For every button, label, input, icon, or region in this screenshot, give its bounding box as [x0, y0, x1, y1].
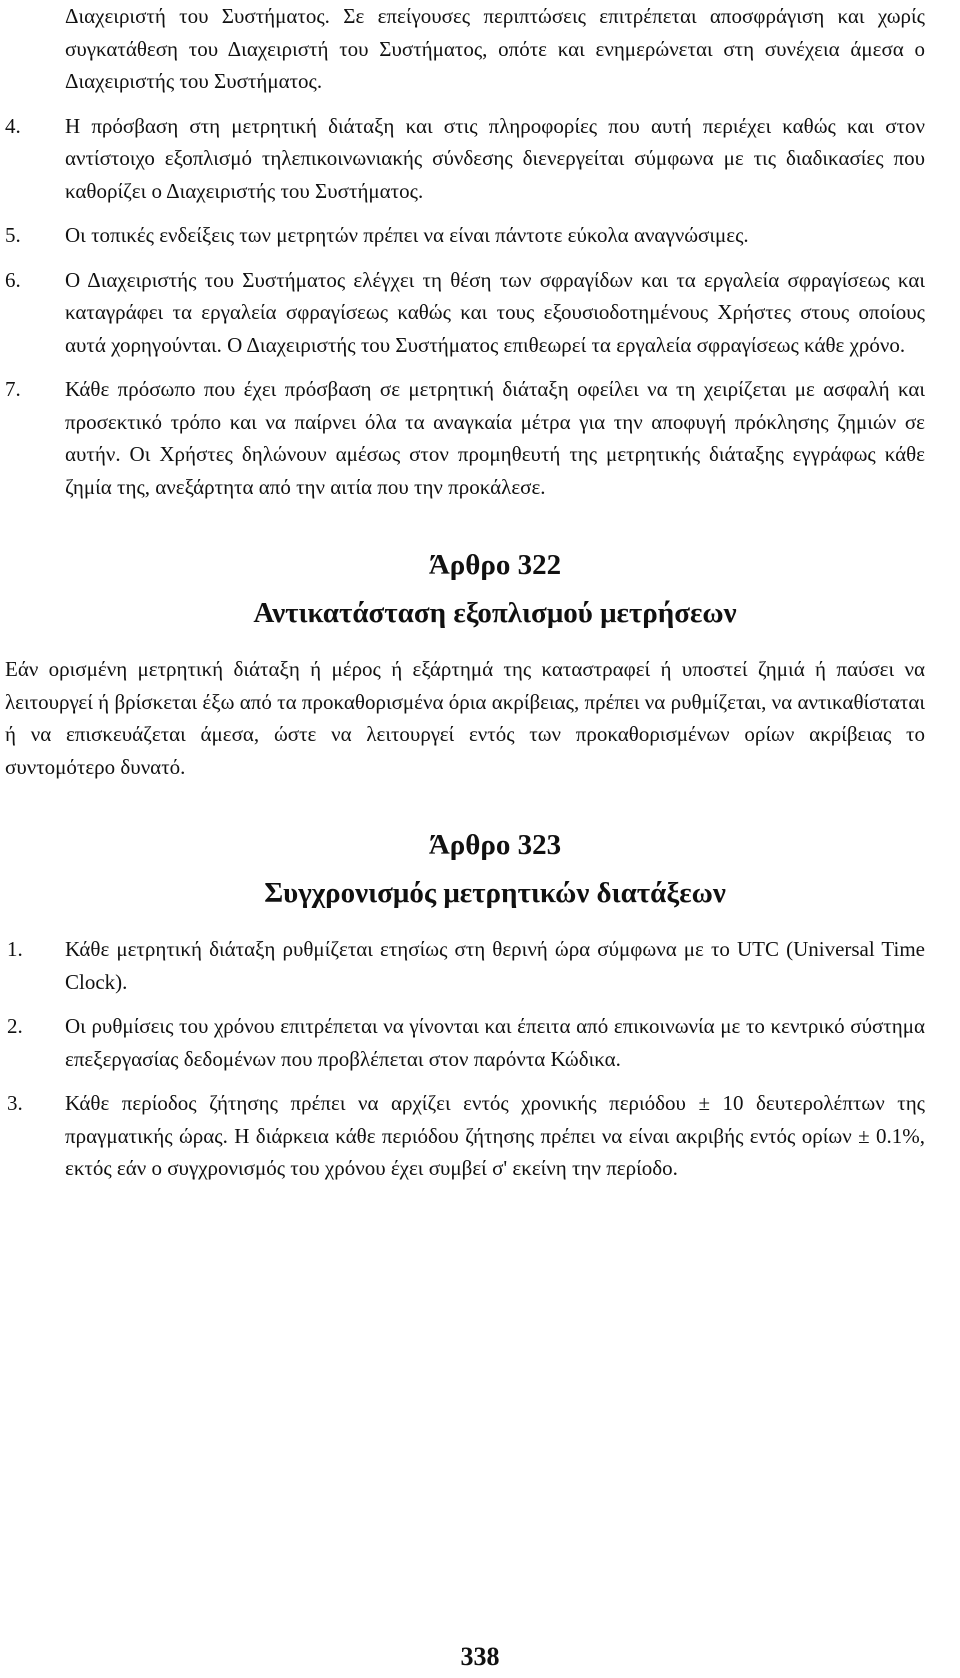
item-text: Ο Διαχειριστής του Συστήματος ελέγχει τη θέση των σφραγίδων και τα εργαλεία σφραγίσεως και καταγράφει τα εργαλεία σφραγίσεως καθώς και τους εξουσιοδοτημένους Χρήστες στους οποίους αυτά χορηγούνται. Ο Διαχειριστής του Συστήματος επιθεωρεί τα εργαλεία σφραγίσεως κάθε χρόνο. [65, 267, 925, 357]
list-item: 2. Οι ρυθμίσεις του χρόνου επιτρέπεται να γίνονται και έπειτα από επικοινωνία με το κεντρικό σύστημα επεξεργασίας δεδομένων που προβλέπεται στον παρόντα Κώδικα. [7, 1014, 925, 1071]
spacer [65, 1075, 925, 1087]
spacer [65, 585, 925, 593]
item-text: Οι τοπικές ενδείξεις των μετρητών πρέπει να είναι πάντοτε εύκολα αναγνώσιμες. [65, 223, 749, 247]
article-322-title: Αντικατάσταση εξοπλισμού μετρήσεων [253, 597, 737, 629]
list-item: 5. Οι τοπικές ενδείξεις των μετρητών πρέπει να είναι πάντοτε εύκολα αναγνώσιμες. [5, 223, 749, 247]
document-page [5, 0, 925, 1185]
item-text: Οι ρυθμίσεις του χρόνου επιτρέπεται να γίνονται και έπειτα από επικοινωνία με το κεντρικό σύστημα επεξεργασίας δεδομένων που προβλέπεται στον παρόντα Κώδικα. [65, 1014, 925, 1071]
spacer [65, 913, 925, 933]
page-number: 338 [460, 1642, 500, 1671]
spacer [65, 252, 925, 264]
spacer [65, 98, 925, 110]
spacer [65, 865, 925, 873]
spacer [65, 998, 925, 1010]
list-item: 7. Κάθε πρόσωπο που έχει πρόσβαση σε μετρητική διάταξη οφείλει να τη χειρίζεται με ασφαλή και προσεκτικό τρόπο και να παίρνει όλα τα αναγκαία μέτρα για την αποφυγή πρόκλησης ζημιών σε αυτήν. Οι Χρήστες δηλώνουν αμέσως στον προμηθευτή της μετρητικής διάταξης εγγράφως κάθε ζημία της, ανεξάρτητα από την αιτία που την προκάλεσε. [5, 377, 925, 499]
article-322-number: Άρθρο 322 [428, 549, 562, 581]
numbered-list-top [5, 110, 925, 504]
list-item: 6. Ο Διαχειριστής του Συστήματος ελέγχει τη θέση των σφραγίδων και τα εργαλεία σφραγίσεως και καταγράφει τα εργαλεία σφραγίσεως καθώς και τους εξουσιοδοτημένους Χρήστες στους οποίους αυτά χορηγούνται. Ο Διαχειριστής του Συστήματος επιθεωρεί τα εργαλεία σφραγίσεως κάθε χρόνο. [5, 267, 925, 357]
item-text: Κάθε μετρητική διάταξη ρυθμίζεται ετησίως στη θερινή ώρα σύμφωνα με το UTC (Universal Time Clock). [65, 937, 925, 994]
item-text: Κάθε πρόσωπο που έχει πρόσβαση σε μετρητική διάταξη οφείλει να τη χειρίζεται με ασφαλή και προσεκτικό τρόπο και να παίρνει όλα τα αναγκαία μέτρα για την αποφυγή πρόκλησης ζημιών σε αυτήν. Οι Χρήστες δηλώνουν αμέσως στον προμηθευτή της μετρητικής διάταξης εγγράφως κάθε ζημία της, ανεξάρτητα από την αιτία που την προκάλεσε. [65, 377, 925, 499]
spacer [65, 633, 925, 653]
spacer [65, 361, 925, 373]
intro-paragraph: Διαχειριστή του Συστήματος. Σε επείγουσες περιπτώσεις επιτρέπεται αποσφράγιση και χωρίς συγκατάθεση του Διαχειριστή του Συστήματος, οπότε και ενημερώνεται στη συνέχεια άμεσα ο Διαχειριστής του Συστήματος. [65, 4, 925, 93]
list-item: 4. Η πρόσβαση στη μετρητική διάταξη και στις πληροφορίες που αυτή περιέχει καθώς και στον αντίστοιχο εξοπλισμό τηλεπικοινωνιακής σύνδεσης διενεργείται σύμφωνα με τις διαδικασίες που καθορίζει ο Διαχειριστής του Συστήματος. [5, 113, 925, 203]
item-text: Η πρόσβαση στη μετρητική διάταξη και στις πληροφορίες που αυτή περιέχει καθώς και στον αντίστοιχο εξοπλισμό τηλεπικοινωνιακής σύνδεσης διενεργείται σύμφωνα με τις διαδικασίες που καθορίζει ο Διαχειριστής του Συστήματος. [65, 113, 925, 203]
list-item: 1. Κάθε μετρητική διάταξη ρυθμίζεται ετησίως στη θερινή ώρα σύμφωνα με το UTC (Universal Time Clock). [7, 937, 925, 994]
list-item: 3. Κάθε περίοδος ζήτησης πρέπει να αρχίζει εντός χρονικής περιόδου ± 10 δευτερολέπτων της πραγματικής ώρας. Η διάρκεια κάθε περιόδου ζήτησης πρέπει να είναι ακριβής εντός ορίων ± 0.1%, εκτός εάν ο συγχρονισμός του χρόνου έχει συμβεί σ' εκείνη την περίοδο. [7, 1091, 925, 1180]
item-text: Κάθε περίοδος ζήτησης πρέπει να αρχίζει εντός χρονικής περιόδου ± 10 δευτερολέπτων της πραγματικής ώρας. Η διάρκεια κάθε περιόδου ζήτησης πρέπει να είναι ακριβής εντός ορίων ± 0.1%, εκτός εάν ο συγχρονισμός του χρόνου έχει συμβεί σ' εκείνη την περίοδο. [65, 1091, 925, 1180]
numbered-list-article-323 [7, 933, 925, 1185]
spacer [65, 783, 925, 825]
article-322-body: Εάν ορισμένη μετρητική διάταξη ή μέρος ή εξάρτημά της καταστραφεί ή υποστεί ζημιά ή παύσει να λειτουργεί ή βρίσκεται έξω από τα προκαθορισμένα όρια ακρίβειας, πρέπει να ρυθμίζεται, να αντικαθίσταται ή να επισκευάζεται άμεσα, ώστε να λειτουργεί εντός των προκαθορισμένων ορίων ακρίβειας το συντομότερο δυνατό. [5, 657, 925, 779]
spacer [65, 207, 925, 219]
article-323-number: Άρθρο 323 [428, 829, 562, 861]
spacer [65, 503, 925, 545]
article-323-title: Συγχρονισμός μετρητικών διατάξεων [264, 877, 726, 909]
